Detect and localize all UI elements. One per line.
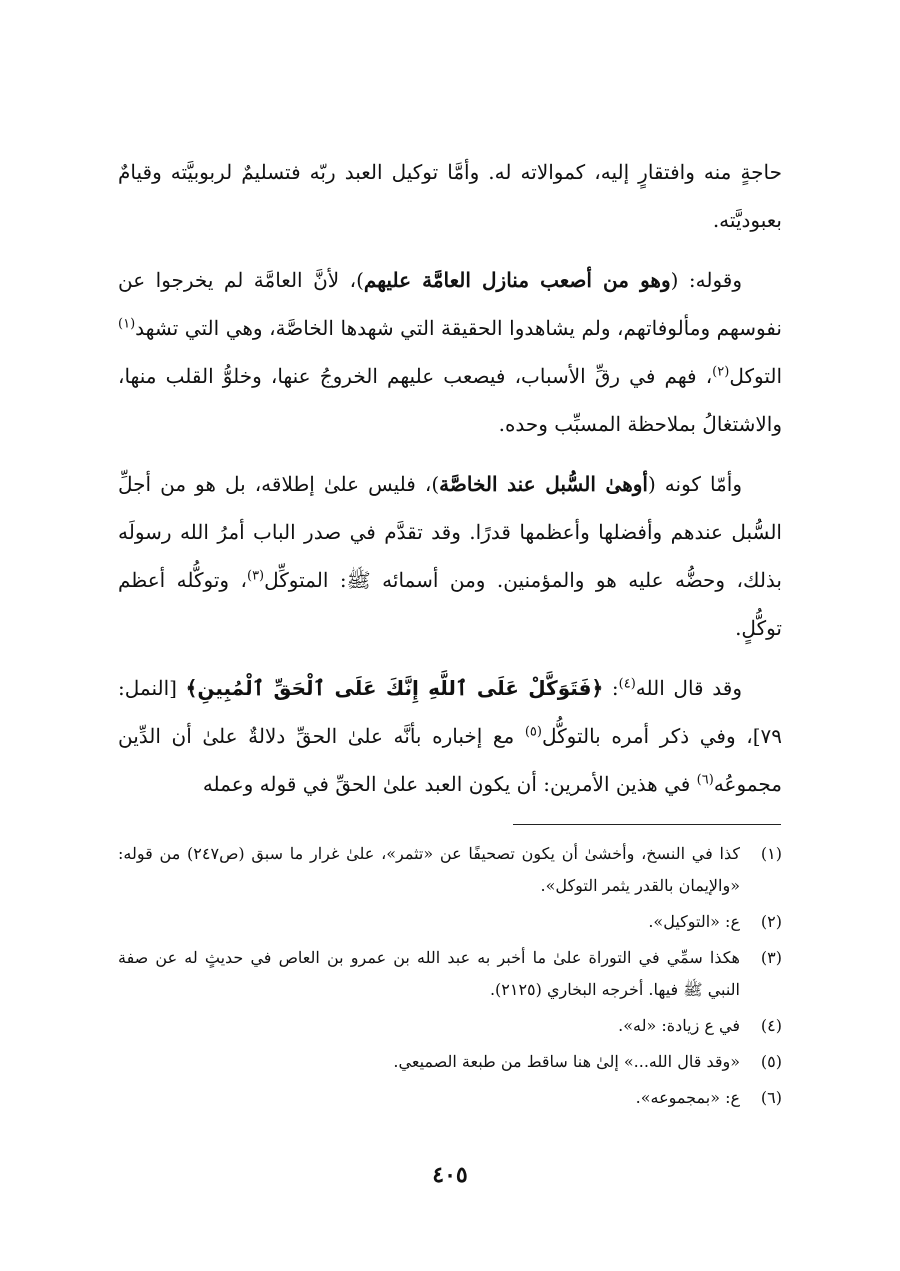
footnote-number: (٤) xyxy=(760,1016,782,1035)
text-segment: )، فليس علىٰ إطلاقه، بل هو من أجلِّ السُّبل عندهم وأفضلها وأعظمها قدرًا. وقد تقدَّم في صدر الباب أمرُ الله رسولَه بذلك، وحضُّه عليه هو والمؤمنين. ومن أسمائه ﷺ: المتوكِّل xyxy=(118,472,782,592)
text-segment: ، وتوكُّله أعظم توكُّلٍ. xyxy=(118,568,782,640)
footnote-item xyxy=(118,906,782,938)
footnote-text: ع: «التوكيل». xyxy=(648,912,740,931)
footnote-text: في ع زيادة: «له». xyxy=(618,1016,740,1035)
paragraph-1 xyxy=(118,148,782,244)
footnote-ref-5[interactable]: (٥) xyxy=(524,724,542,740)
footnote-number: (٣) xyxy=(760,948,782,967)
text-segment: وأمّا كونه ( xyxy=(647,472,742,496)
footnote-number: (٥) xyxy=(760,1052,782,1071)
footnote-text: كذا في النسخ، وأخشىٰ أن يكون تصحيفًا عن «تثمر»، علىٰ غرار ما سبق (ص٢٤٧) من قوله: «والإيمان بالقدر يثمر التوكل». xyxy=(118,844,741,895)
text-segment: )، لأنَّ العامَّة لم يخرجوا عن نفوسهم ومألوفاتهم، ولم يشاهدوا الحقيقة التي شهدها الخاصَّة، وهي التي تشهد xyxy=(118,268,782,340)
quoted-phrase-bold: وهو من أصعب منازل العامَّة عليهم xyxy=(363,268,671,292)
footnote-ref-3[interactable]: (٣) xyxy=(246,568,265,584)
footnote-number: (٦) xyxy=(760,1088,782,1107)
footnote-ref-4[interactable]: (٤) xyxy=(618,676,636,692)
footnote-text: هكذا سمِّي في التوراة علىٰ ما أخبر به عبد الله بن عمرو بن العاص في حديثٍ له عن صفة النبي ﷺ فيها. أخرجه البخاري (٢١٢٥). xyxy=(118,948,740,999)
footnote-ref-6[interactable]: (٦) xyxy=(696,772,714,788)
page-number: ٤٠٥ xyxy=(432,1162,468,1188)
quoted-phrase-bold: أوهىٰ السُّبل عند الخاصَّة xyxy=(439,472,648,496)
text-segment: وقد قال الله xyxy=(635,676,742,700)
text-segment: ، فهم في رقِّ الأسباب، فيصعب عليهم الخروجُ عنها، وخلوُّ القلب منها، والاشتغالُ بملاحظة المسبِّب وحده. xyxy=(118,364,782,436)
paragraph-1-text: حاجةٍ منه وافتقارٍ إليه، كموالاته له. وأمَّا توكيل العبد ربّه فتسليمٌ لربوبيَّته وقيامٌ بعبوديَّته. xyxy=(118,160,782,232)
text-segment: : xyxy=(603,676,619,700)
footnote-text: ع: «بمجموعه». xyxy=(635,1088,740,1107)
text-segment: ، وفي ذكر أمره بالتوكُّل xyxy=(541,724,753,748)
footnote-item xyxy=(118,1082,782,1114)
text-segment: وقوله: ( xyxy=(670,268,743,292)
footnote-item xyxy=(118,1010,782,1042)
text-segment: في هذين الأمرين: أن يكون العبد علىٰ الحقِّ في قوله وعمله xyxy=(202,772,697,796)
footnote-text: «وقد قال الله...» إلىٰ هنا ساقط من طبعة الصميعي. xyxy=(393,1052,740,1071)
paragraph-3 xyxy=(118,460,782,652)
footnote-ref-2[interactable]: (٢) xyxy=(712,364,730,380)
paragraph-4 xyxy=(118,664,782,808)
text-segment: التوكل xyxy=(729,364,782,388)
footnote-number: (٢) xyxy=(760,912,782,931)
footnote-divider xyxy=(513,824,781,825)
verse-reference: [النمل: ٧٩] xyxy=(118,676,782,748)
footnote-ref-1[interactable]: (١) xyxy=(118,316,136,332)
footnotes xyxy=(118,838,782,1118)
quran-verse: ﴿فَتَوَكَّلْ عَلَى ٱللَّهِ إِنَّكَ عَلَى ٱلْحَقِّ ٱلْمُبِينِ﴾ xyxy=(185,676,604,700)
footnote-item xyxy=(118,1046,782,1078)
footnote-number: (١) xyxy=(760,844,782,863)
footnote-item xyxy=(118,838,782,902)
main-text xyxy=(118,148,782,820)
footnote-item xyxy=(118,942,782,1006)
text-segment: مع إخباره بأنَّه علىٰ الحقِّ دلالةٌ علىٰ أن الدِّين مجموعُه xyxy=(118,724,782,796)
paragraph-2 xyxy=(118,256,782,448)
